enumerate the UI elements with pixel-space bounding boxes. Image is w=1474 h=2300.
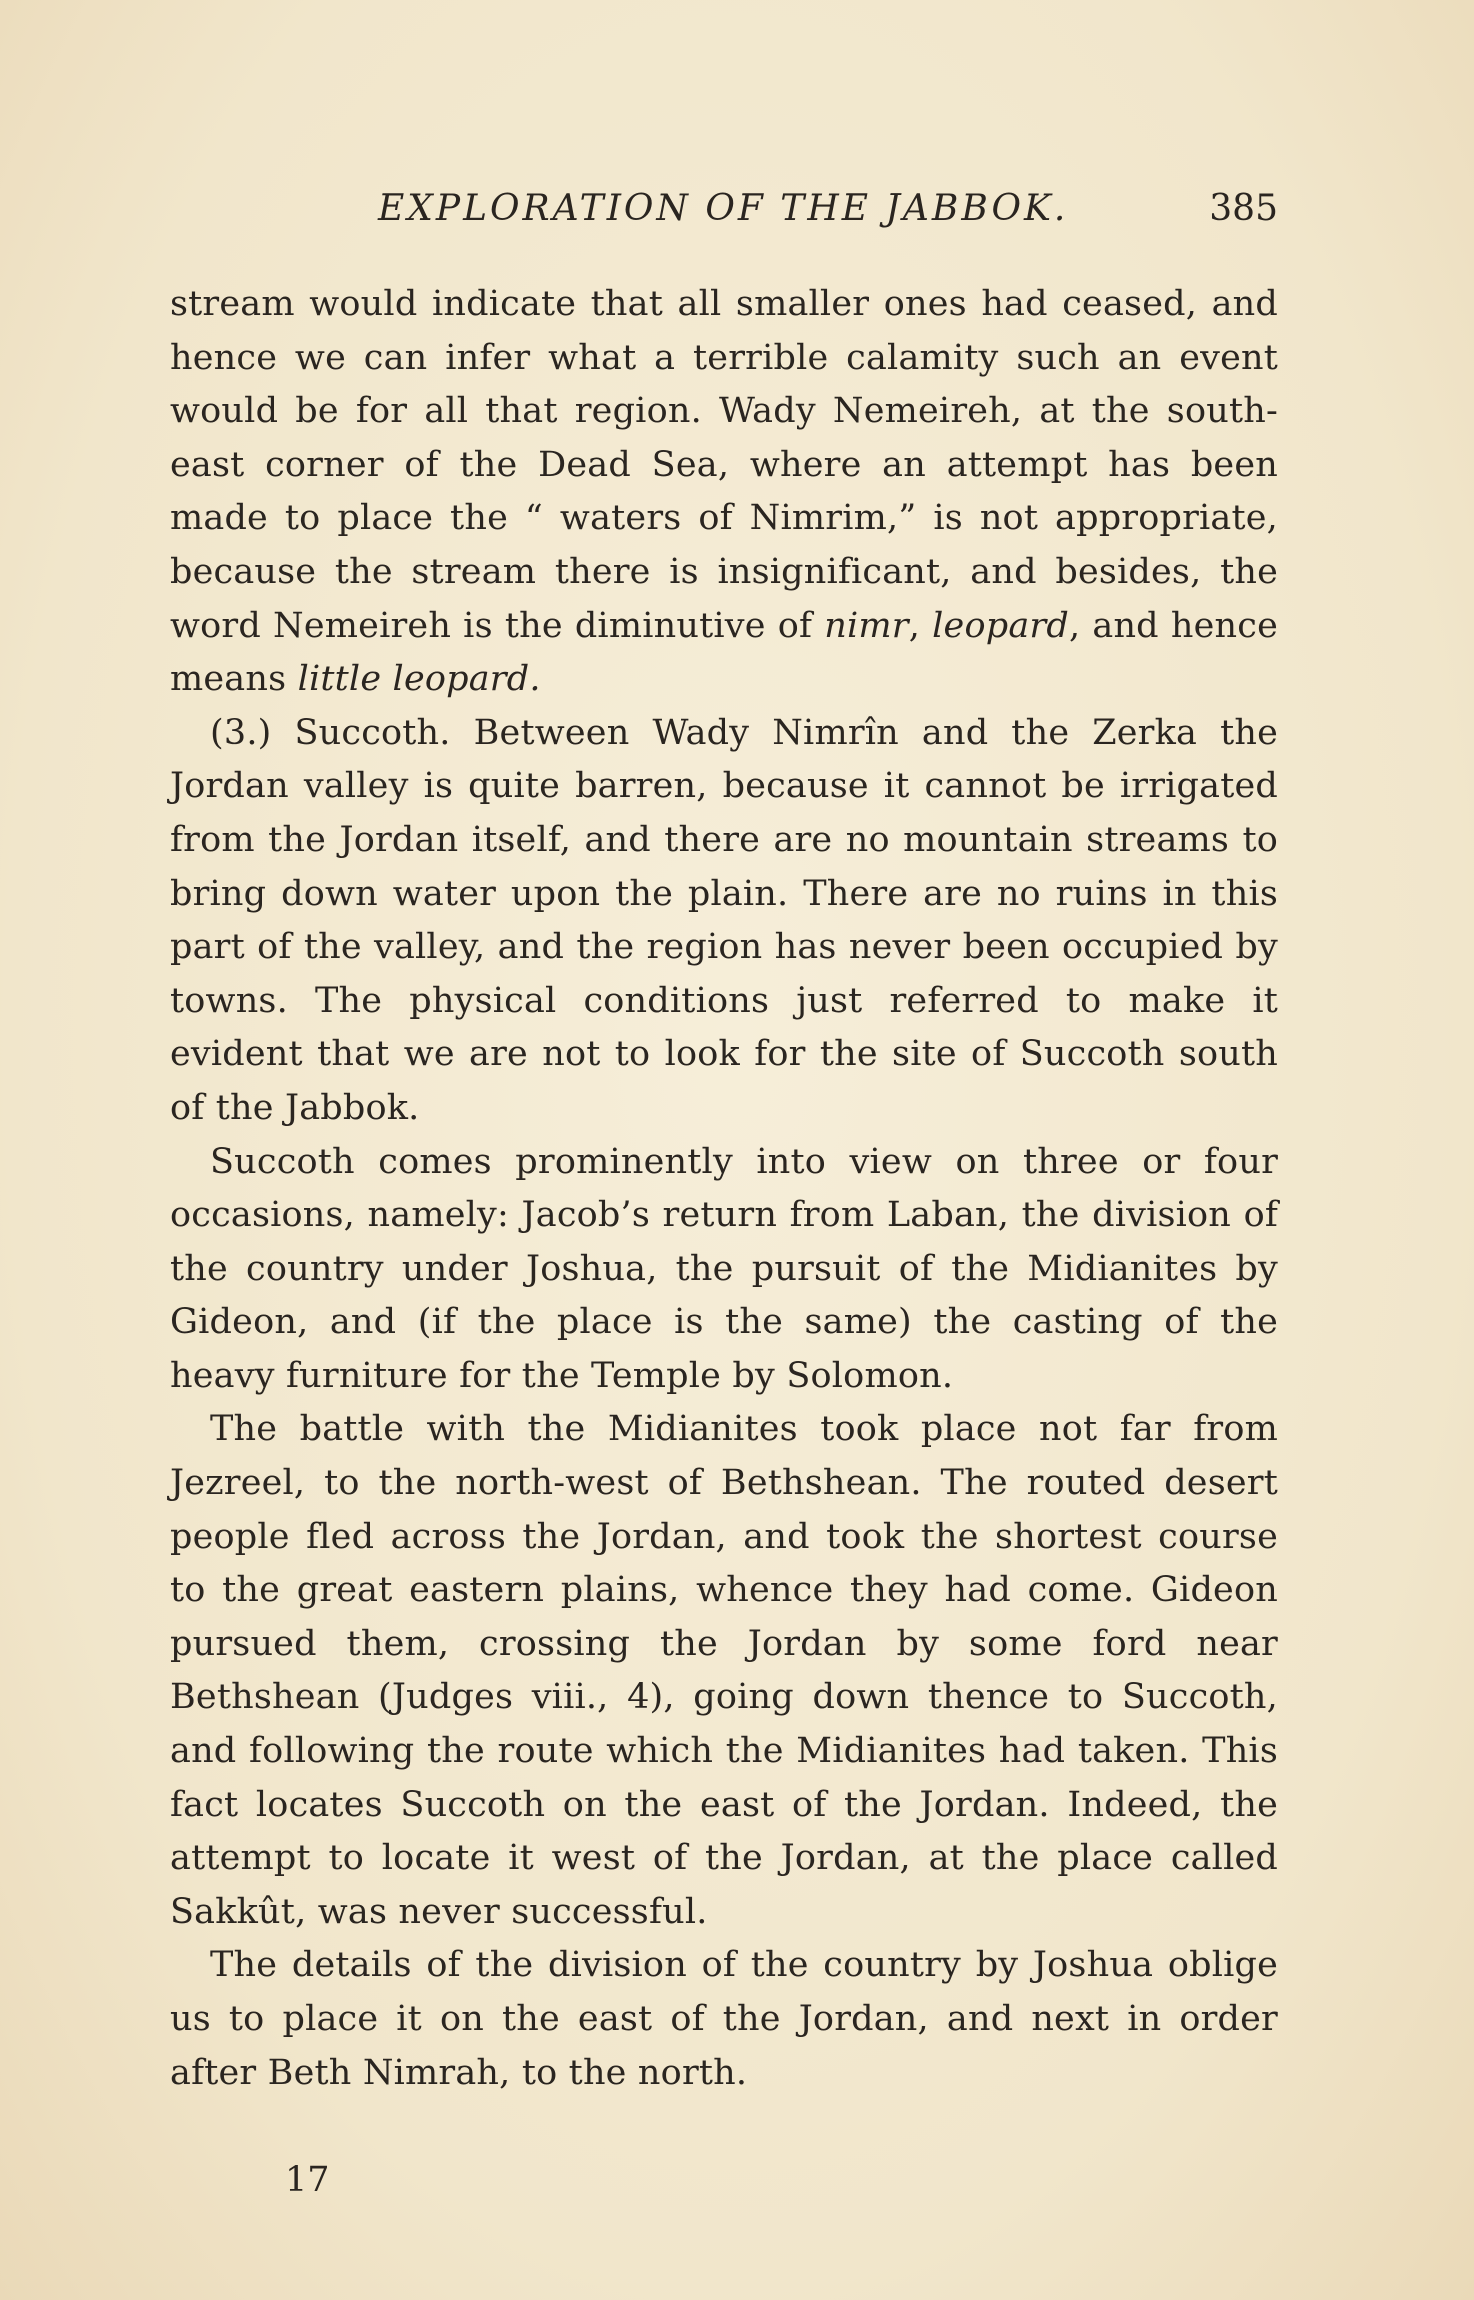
paragraph-1	[170, 278, 1278, 707]
paragraph-3	[170, 1136, 1278, 1404]
page-number: 385	[1209, 188, 1278, 229]
italic-phrase-little-leopard: little leopard.	[297, 659, 541, 700]
text-span: (3.) Succoth. Between Wady Nimrîn and the Zerka the Jordan valley is quite barren, because it cannot be irrigated from the Jordan itself, and there are no mountain streams to bring down water upon the plain. There are no ruins in this part of the valley, and the region has never been occupied by towns. The physical conditions just referred to make it evident that we are not to look for the site of Succoth south of the Jabbok.	[170, 712, 1278, 1128]
text-span: The battle with the Midianites took place not far from Jezreel, to the north-west of Bethshean. The routed desert people fled across the Jordan, and took the shortest course to the great eastern plains, whence they had come. Gideon pursued them, crossing the Jordan by some ford near Bethshean (Judges viii., 4), going down thence to Succoth, and following the route which the Midianites had taken. This fact locates Succoth on the east of the Jordan. Indeed, the attempt to locate it west of the Jordan, at the place called Sakkût, was never successful.	[170, 1409, 1278, 1932]
text-span: The details of the division of the country by Joshua oblige us to place it on the east of the Jordan, and next in order after Beth Nimrah, to the north.	[170, 1945, 1278, 2093]
running-title: EXPLORATION OF THE JABBOK.	[378, 188, 1069, 229]
body-text	[170, 278, 1278, 2100]
signature-mark: 17	[285, 2160, 330, 2200]
italic-word-leopard: leopard	[932, 605, 1069, 646]
text-span: ,	[908, 605, 933, 646]
text-span: Succoth comes prominently into view on three or four occasions, namely: Jacob’s return from Laban, the division of the country under Joshua, the pursuit of the Midianites by Gideon, and (if the place is the same) the casting of the heavy furniture for the Temple by Solomon.	[170, 1141, 1278, 1396]
text-span: , and hence means	[170, 605, 1278, 700]
paragraph-4	[170, 1403, 1278, 1939]
running-head	[170, 188, 1278, 238]
italic-word-nimr: nimr	[824, 605, 909, 646]
text-span: stream would indicate that all smaller ones had ceased, and hence we can infer what a terrible calamity such an event would be for all that region. Wady Nemeireh, at the south-east corner of the Dead Sea, where an attempt has been made to place the “ waters of Nimrim,” is not appropriate, because the stream there is insignificant, and besides, the word Nemeireh is the diminutive of	[170, 284, 1278, 646]
paragraph-5	[170, 1939, 1278, 2100]
paragraph-2	[170, 707, 1278, 1136]
